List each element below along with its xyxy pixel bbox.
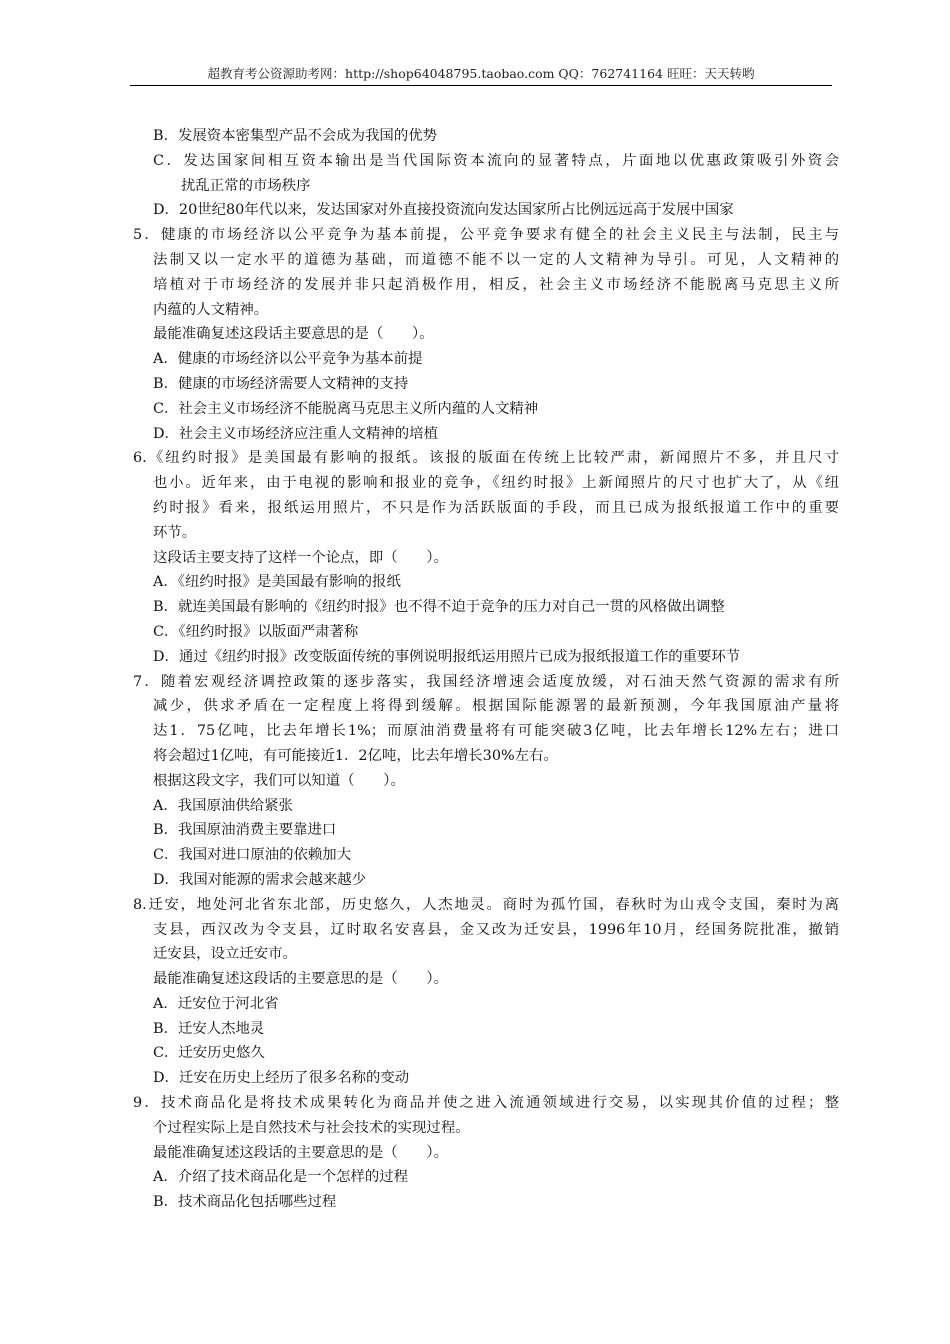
text-line: C．迁安历史悠久: [153, 1045, 265, 1062]
text-line: 最能准确复述这段话的主要意思的是（ ）。: [153, 971, 449, 988]
text-line: 支县，西汉改为令支县，辽时取名安喜县，金又改为迁安县，1996年10月，经国务院批准，撤销: [153, 921, 839, 938]
text-line: 根据这段文字，我们可以知道（ ）。: [153, 772, 405, 789]
text-line: A．迁安位于河北省: [153, 995, 279, 1012]
text-line: A．我国原油供给紧张: [153, 797, 293, 814]
text-line: 也小。近年来，由于电视的影响和报业的竞争，《纽约时报》上新闻照片的尺寸也扩大了，从《纽: [153, 475, 839, 492]
text-line: 将会超过1亿吨，有可能接近1．2亿吨，比去年增长30%左右。: [153, 747, 558, 764]
text-line: 6.《纽约时报》是美国最有影响的报纸。该报的版面在传统上比较严肃，新闻照片不多，并且尺寸: [133, 450, 839, 467]
text-line: 环节。: [153, 524, 197, 541]
text-line: 这段话主要支持了这样一个论点，即（ ）。: [153, 549, 449, 566]
text-line: D．社会主义市场经济应注重人文精神的培植: [153, 425, 438, 442]
text-line: 个过程实际上是自然技术与社会技术的实现过程。: [153, 1119, 470, 1136]
text-line: B．发展资本密集型产品不会成为我国的优势: [153, 128, 437, 144]
text-line: 9．技术商品化是将技术成果转化为商品并使之进入流通领域进行交易，以实现其价值的过程；整: [133, 1095, 839, 1112]
text-line: 培植对于市场经济的发展并非只起消极作用，相反，社会主义市场经济不能脱离马克思主义所: [153, 276, 839, 293]
text-line: 法制又以一定水平的道德为基础，而道德不能不以一定的人文精神为导引。可见，人文精神的: [153, 251, 839, 268]
text-line: A．健康的市场经济以公平竞争为基本前提: [153, 351, 423, 368]
text-line: B．就连美国最有影响的《纽约时报》也不得不迫于竞争的压力对自己一贯的风格做出调整: [153, 599, 725, 616]
text-line: D．通过《纽约时报》改变版面传统的事例说明报纸运用照片已成为报纸报道工作的重要环节: [153, 648, 741, 665]
text-line: 达1．75亿吨，比去年增长1%；而原油消费量将有可能突破3亿吨，比去年增长12%左右；进口: [153, 723, 839, 740]
text-line: 最能准确复述这段话的主要意思的是（ ）。: [153, 1144, 449, 1161]
text-line: D．20世纪80年代以来，发达国家对外直接投资流向发达国家所占比例远远高于发展中国家: [153, 202, 734, 219]
text-line: 减少，供求矛盾在一定程度上将得到缓解。根据国际能源署的最新预测，今年我国原油产量将: [153, 698, 839, 715]
text-line: D．我国对能源的需求会越来越少: [153, 871, 367, 888]
text-line: B．迁安人杰地灵: [153, 1020, 265, 1037]
text-line: C．社会主义市场经济不能脱离马克思主义所内蕴的人文精神: [153, 400, 539, 417]
text-line: D．迁安在历史上经历了很多名称的变动: [153, 1070, 410, 1087]
text-line: C．发达国家间相互资本输出是当代国际资本流向的显著特点，片面地以优惠政策吸引外资会: [153, 152, 839, 169]
text-line: C．我国对进口原油的依赖加大: [153, 847, 352, 864]
text-line: A．介绍了技术商品化是一个怎样的过程: [153, 1169, 409, 1186]
text-line: A．《纽约时报》是美国最有影响的报纸: [153, 574, 401, 591]
text-line: B．技术商品化包括哪些过程: [153, 1194, 337, 1211]
text-line: B．我国原油消费主要靠进口: [153, 822, 337, 839]
text-line: 约时报》看来，报纸运用照片，不只是作为活跃版面的手段，而且已成为报纸报道工作中的重要: [153, 499, 839, 516]
page-header: 超教育考公资源助考网：http://shop64048795.taobao.com QQ：762741164 旺旺：天天转哟: [207, 66, 755, 81]
text-line: 内蕴的人文精神。: [153, 301, 269, 318]
text-line: B．健康的市场经济需要人文精神的支持: [153, 375, 409, 392]
document-body: [133, 124, 839, 1215]
text-line: 5．健康的市场经济以公平竞争为基本前提，公平竞争要求有健全的社会主义民主与法制，民主与: [133, 227, 839, 244]
text-line: 7．随着宏观经济调控政策的逐步落实，我国经济增速会适度放缓，对石油天然气资源的需求有所: [133, 673, 839, 690]
text-line: 迁安县，设立迁安市。: [153, 946, 297, 963]
text-line: 8.迁安，地处河北省东北部，历史悠久，人杰地灵。商时为孤竹国，春秋时为山戎令支国，秦时为离: [133, 896, 839, 913]
text-line: 扰乱正常的市场秩序: [181, 177, 311, 194]
text-line: 最能准确复述这段话主要意思的是（ ）。: [153, 326, 434, 343]
header-divider: [130, 85, 832, 86]
text-line: C．《纽约时报》以版面严肃著称: [153, 623, 359, 640]
